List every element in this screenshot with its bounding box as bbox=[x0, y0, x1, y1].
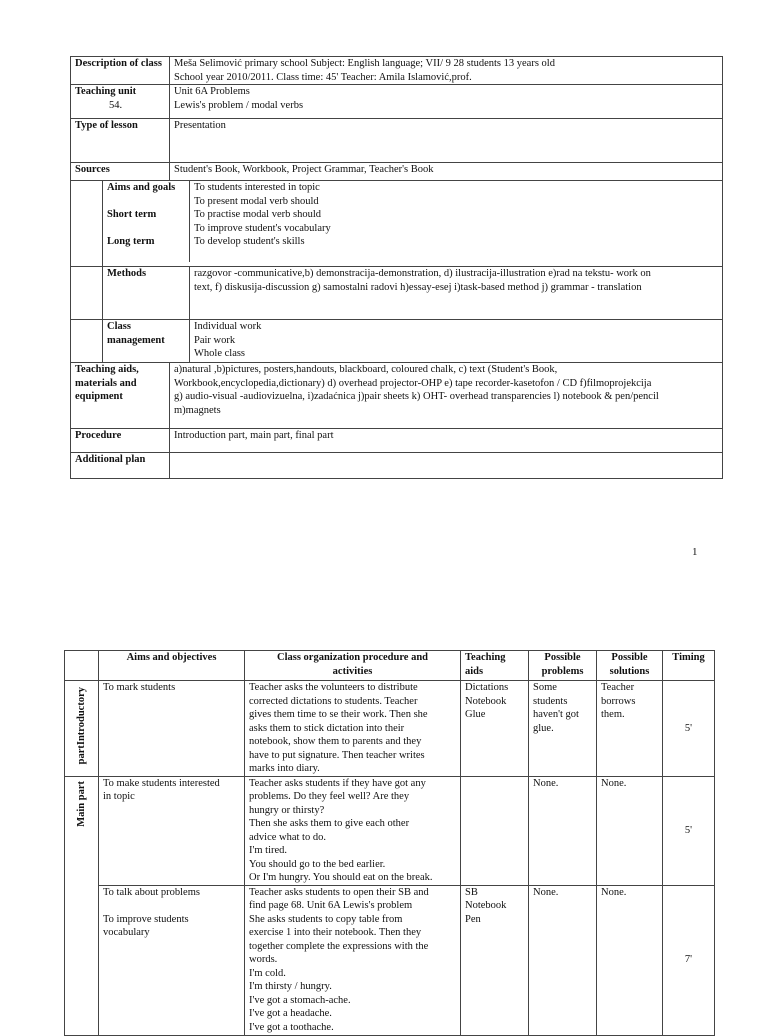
row1-aims-line: To mark students bbox=[103, 682, 176, 693]
row-additional bbox=[71, 453, 723, 479]
row3-proc-line: I'm thirsty / hungry. bbox=[249, 981, 332, 992]
page-number: 1 bbox=[692, 546, 698, 558]
row2-problems bbox=[529, 776, 597, 885]
header-timing: Timing bbox=[663, 651, 715, 681]
type-label: Type of lesson bbox=[71, 119, 170, 163]
aims-label: Aims and goals bbox=[107, 182, 176, 193]
description-label: Description of class bbox=[71, 57, 170, 85]
header-procedure-2: activities bbox=[332, 665, 373, 677]
aims-indent-cell bbox=[71, 181, 103, 267]
header-procedure bbox=[245, 651, 461, 681]
row1-problems-line: students bbox=[533, 695, 568, 707]
methods-indent-cell bbox=[71, 267, 103, 320]
aids-line-2: Workbook,encyclopedia,dictionary) d) overhead projector-OHP e) tape recorder-kasetofon / CD f)filmoprojekcija bbox=[174, 377, 652, 389]
teaching-unit-label: Teaching unit bbox=[75, 86, 137, 97]
aids-line-3: g) audio-visual -audiovizuelna, i)zadaćnica j)pair sheets k) OHT- overhead transparencies l) notebook & pen/pencil bbox=[174, 391, 659, 402]
row3-problems-line: None. bbox=[533, 886, 559, 898]
row1-proc-line: corrected dictations to students. Teacher bbox=[249, 695, 418, 707]
row1-aims bbox=[99, 681, 245, 777]
row3-problems bbox=[529, 885, 597, 1035]
row2-proc-line: I'm tired. bbox=[249, 845, 288, 856]
aims-inner bbox=[103, 181, 722, 262]
row2-problems-line: None. bbox=[533, 777, 559, 789]
row2-proc-line: Teacher asks students if they have got any bbox=[249, 777, 426, 789]
table-row bbox=[65, 885, 715, 1035]
row-type bbox=[71, 119, 723, 163]
aids-value bbox=[170, 363, 723, 429]
side-label-main: Main part bbox=[75, 780, 87, 827]
row2-solutions bbox=[597, 776, 663, 885]
row1-proc-line: marks into diary. bbox=[249, 763, 320, 774]
row1-solutions-line: them. bbox=[601, 709, 625, 720]
teaching-unit-number: 54. bbox=[109, 99, 123, 111]
row1-solutions bbox=[597, 681, 663, 777]
procedure-value: Introduction part, main part, final part bbox=[170, 429, 723, 453]
row1-aids-line: Glue bbox=[465, 709, 486, 720]
methods-values bbox=[190, 267, 723, 319]
header-problems bbox=[529, 651, 597, 681]
aids-line-4: m)magnets bbox=[174, 404, 221, 416]
row1-solutions-line: Teacher bbox=[601, 682, 635, 693]
row1-problems-line: Some bbox=[533, 682, 557, 693]
teaching-unit-value bbox=[170, 85, 723, 119]
aims-line-3: To practise modal verb should bbox=[194, 209, 321, 220]
long-term-label: Long term bbox=[107, 236, 155, 247]
aids-label-2: materials and bbox=[75, 377, 137, 389]
row1-proc-line: asks them to stick dictation into their bbox=[249, 722, 405, 734]
row3-aids bbox=[461, 885, 529, 1035]
row3-proc-line: I've got a toothache. bbox=[249, 1021, 334, 1033]
row3-solutions bbox=[597, 885, 663, 1035]
row3-proc-line: words. bbox=[249, 954, 278, 965]
row3-proc-line: Teacher asks students to open their SB and bbox=[249, 886, 429, 898]
row2-proc-line: Or I'm hungry. You should eat on the break. bbox=[249, 872, 433, 883]
methods-line-2: text, f) diskusija-discussion g) samostalni radovi h)essay-esej i)task-based method j) grammar - translation bbox=[194, 281, 642, 293]
row-procedure bbox=[71, 429, 723, 453]
row1-procedure bbox=[245, 681, 461, 777]
row-sources bbox=[71, 163, 723, 181]
aids-label-3: equipment bbox=[75, 391, 123, 402]
description-line-1: Meša Selimović primary school Subject: English language; VII/ 9 28 students 13 years old bbox=[174, 58, 555, 69]
header-aids-1: Teaching bbox=[465, 652, 506, 663]
aims-labels bbox=[103, 181, 190, 262]
class-mgmt-line-2: Pair work bbox=[194, 334, 236, 346]
aims-line-2: To present modal verb should bbox=[194, 195, 319, 207]
table-row bbox=[65, 681, 715, 777]
class-mgmt-line-3: Whole class bbox=[194, 348, 246, 359]
header-solutions-1: Possible bbox=[611, 652, 648, 663]
row3-aims bbox=[99, 885, 245, 1035]
row2-timing: 5' bbox=[663, 776, 715, 885]
methods-cell bbox=[103, 267, 723, 320]
row3-procedure bbox=[245, 885, 461, 1035]
type-value: Presentation bbox=[170, 119, 723, 163]
row1-proc-line: gives them time to se their work. Then she bbox=[249, 709, 428, 720]
class-mgmt-label-1: Class bbox=[107, 321, 131, 332]
header-problems-2: problems bbox=[541, 665, 584, 677]
side-label-intro: partIntroductory bbox=[75, 687, 87, 765]
class-mgmt-indent-cell bbox=[71, 320, 103, 363]
header-aids-2: aids bbox=[465, 665, 484, 677]
row-class-management bbox=[71, 320, 723, 363]
description-line-2: School year 2010/2011. Class time: 45' Teacher: Amila Islamović,prof. bbox=[174, 71, 472, 83]
side-label-intro-cell bbox=[65, 681, 99, 777]
header-procedure-1: Class organization procedure and bbox=[277, 652, 428, 663]
row3-aids-line: Pen bbox=[465, 913, 481, 925]
aims-cell bbox=[103, 181, 723, 267]
table-row bbox=[65, 776, 715, 885]
row-description bbox=[71, 57, 723, 85]
row-teaching-unit bbox=[71, 85, 723, 119]
row2-aims-line: To make students interested bbox=[103, 777, 220, 789]
header-problems-1: Possible bbox=[544, 652, 581, 663]
row3-aids-line: SB bbox=[465, 886, 478, 898]
additional-label: Additional plan bbox=[71, 453, 170, 479]
class-mgmt-values bbox=[190, 320, 723, 362]
aims-line-5: To develop student's skills bbox=[194, 236, 305, 247]
lesson-procedure-table bbox=[64, 650, 715, 1036]
row1-proc-line: notebook, show them to parents and they bbox=[249, 736, 422, 747]
row2-proc-line: Then she asks them to give each other bbox=[249, 818, 410, 829]
header-aims: Aims and objectives bbox=[99, 651, 245, 681]
class-mgmt-label-2: management bbox=[107, 334, 165, 346]
methods-label: Methods bbox=[103, 267, 190, 319]
row1-timing: 5' bbox=[663, 681, 715, 777]
teaching-unit-label-cell bbox=[71, 85, 170, 119]
row3-aims-line: vocabulary bbox=[103, 927, 150, 938]
row2-solutions-line: None. bbox=[601, 777, 627, 789]
aids-line-1: a)natural ,b)pictures, posters,handouts, blackboard, coloured chalk, c) text (Student's Book, bbox=[174, 364, 558, 375]
aids-label bbox=[71, 363, 170, 429]
sources-label: Sources bbox=[71, 163, 170, 181]
lesson-info-table bbox=[70, 56, 723, 479]
header-aids bbox=[461, 651, 529, 681]
row2-aims bbox=[99, 776, 245, 885]
class-mgmt-cell bbox=[103, 320, 723, 363]
row3-proc-line: together complete the expressions with the bbox=[249, 940, 429, 952]
row3-timing: 7' bbox=[663, 885, 715, 1035]
class-mgmt-inner bbox=[103, 320, 722, 362]
description-value bbox=[170, 57, 723, 85]
sources-value: Student's Book, Workbook, Project Grammar, Teacher's Book bbox=[170, 163, 723, 181]
row3-proc-line: exercise 1 into their notebook. Then they bbox=[249, 927, 422, 938]
additional-value bbox=[170, 453, 723, 479]
methods-line-1: razgovor -communicative,b) demonstracija-demonstration, d) ilustracija-illustration e)rad na tekstu- work on bbox=[194, 268, 651, 279]
row-teaching-aids bbox=[71, 363, 723, 429]
row1-aids bbox=[461, 681, 529, 777]
header-solutions bbox=[597, 651, 663, 681]
row1-problems bbox=[529, 681, 597, 777]
aids-label-1: Teaching aids, bbox=[75, 364, 139, 375]
header-row bbox=[65, 651, 715, 681]
row2-proc-line: problems. Do they feel well? Are they bbox=[249, 791, 410, 802]
row1-problems-line: haven't got bbox=[533, 709, 579, 720]
side-label-main-cell bbox=[65, 776, 99, 1035]
row3-proc-line: I'm cold. bbox=[249, 967, 286, 979]
header-solutions-2: solutions bbox=[609, 665, 650, 677]
aims-line-4: To improve student's vocabulary bbox=[194, 222, 331, 234]
methods-inner bbox=[103, 267, 722, 319]
aims-values bbox=[190, 181, 723, 262]
row-methods bbox=[71, 267, 723, 320]
row2-proc-line: hungry or thirsty? bbox=[249, 804, 325, 816]
row1-proc-line: Teacher asks the volunteers to distribute bbox=[249, 682, 418, 693]
row1-aids-line: Dictations bbox=[465, 682, 509, 693]
procedure-label: Procedure bbox=[71, 429, 170, 453]
row1-aids-line: Notebook bbox=[465, 695, 507, 707]
row3-proc-line: find page 68. Unit 6A Lewis's problem bbox=[249, 900, 413, 911]
row3-solutions-line: None. bbox=[601, 886, 627, 898]
row1-solutions-line: borrows bbox=[601, 695, 636, 707]
row2-proc-line: You should go to the bed earlier. bbox=[249, 858, 386, 870]
row3-aids-line: Notebook bbox=[465, 900, 507, 911]
row3-aims-line: To talk about problems bbox=[103, 886, 200, 898]
class-mgmt-line-1: Individual work bbox=[194, 321, 262, 332]
row-aims bbox=[71, 181, 723, 267]
class-mgmt-labels bbox=[103, 320, 190, 362]
short-term-label: Short term bbox=[107, 209, 157, 220]
row3-aims-line: To improve students bbox=[103, 913, 189, 925]
row3-proc-line: I've got a headache. bbox=[249, 1008, 332, 1019]
aims-line-1: To students interested in topic bbox=[194, 182, 320, 193]
row2-procedure bbox=[245, 776, 461, 885]
row1-proc-line: have to put signature. Then teacher writes bbox=[249, 749, 425, 761]
row3-proc-line: She asks students to copy table from bbox=[249, 913, 403, 925]
row3-proc-line: I've got a stomach-ache. bbox=[249, 994, 351, 1006]
header-blank bbox=[65, 651, 99, 681]
row2-aims-line: in topic bbox=[103, 791, 135, 802]
teaching-unit-line-2: Lewis's problem / modal verbs bbox=[174, 99, 304, 111]
row1-problems-line: glue. bbox=[533, 722, 554, 734]
teaching-unit-line-1: Unit 6A Problems bbox=[174, 86, 250, 97]
row2-proc-line: advice what to do. bbox=[249, 831, 326, 843]
row2-aids bbox=[461, 776, 529, 885]
